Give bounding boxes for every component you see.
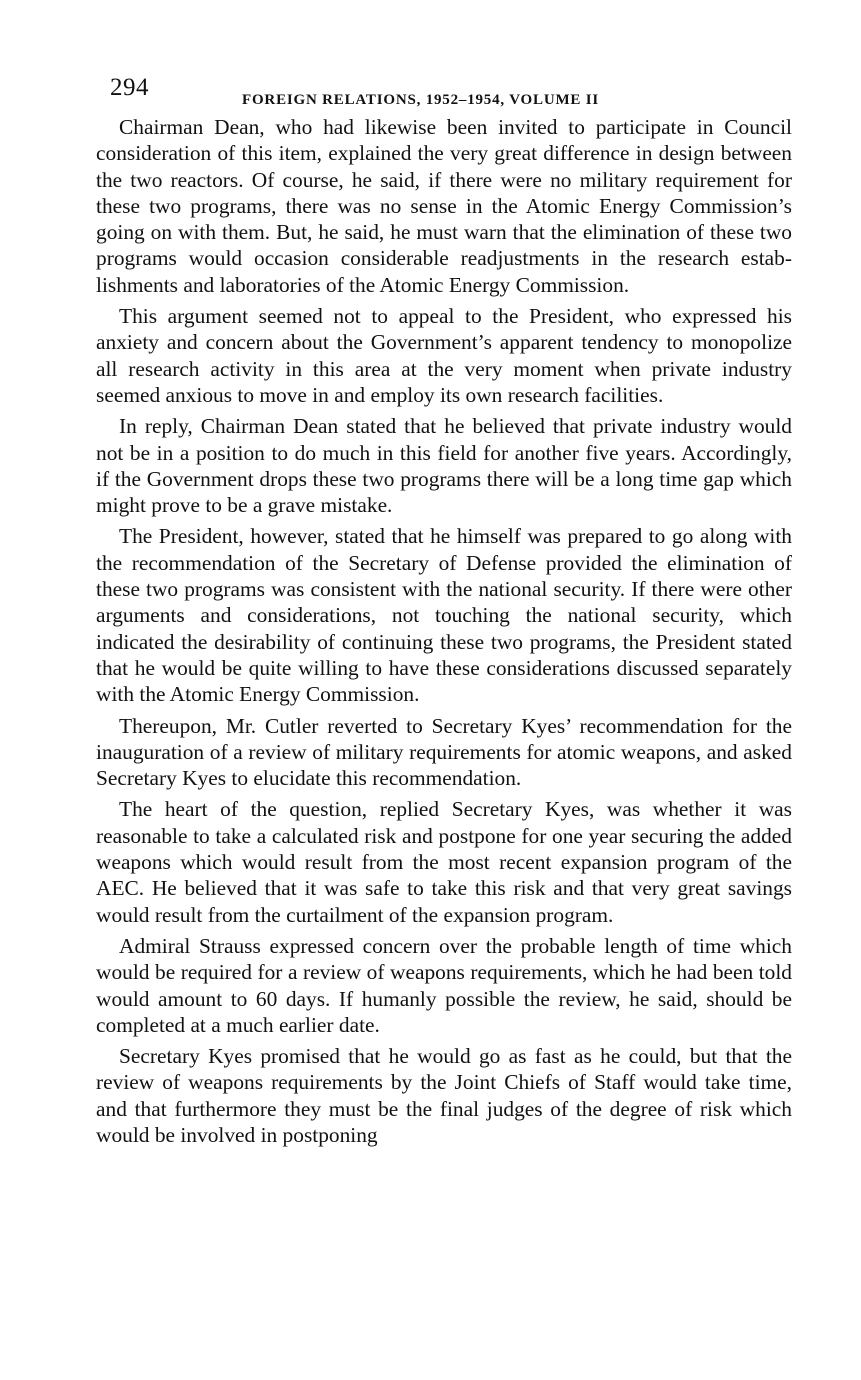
paragraph-strauss-concern: Admiral Strauss expressed concern over the probable length of time which would be required for a review of weapons requirements, which he had been told would amount to 60 days. If humanly possible the review, he said, should be completed at a much earlier date.: [96, 933, 792, 1037]
paragraph-kyes-risk: The heart of the question, replied Secretary Kyes, was whether it was reasonable to take a calculated risk and postpone for one year securing the added weapons which would result from the most recent expansion program of the AEC. He believed that it was safe to take this risk and that very great savings would result from the curtailment of the expansion program.: [96, 797, 792, 927]
paragraph-dean-reply: In reply, Chairman Dean stated that he believed that private industry would not be in a position to do much in this field for another five years. Accordingly, if the Government drops these two programs there will be a long time gap which might prove to be a grave mistake.: [96, 414, 792, 518]
paragraph-president-anxiety: This argument seemed not to appeal to the President, who expressed his anxiety and concern about the Government’s apparent tendency to monopolize all research activity in this area at the very moment when private industry seemed anxious to move in and employ its own research facilities.: [96, 304, 792, 407]
page-number: 294: [110, 74, 149, 101]
paragraph-kyes-promise: Secretary Kyes promised that he would go as fast as he could, but that the review of weapons requirements by the Joint Chiefs of Staff would take time, and that furthermore they must be the final judges of the degree of risk which would be involved in postponing: [96, 1044, 792, 1147]
paragraph-president-recommendation: The President, however, stated that he himself was prepared to go along with the recommendation of the Secretary of Defense provided the elimination of these two programs was consistent with the national security. If there were other arguments and considerations, not touching the national security, which indicated the desirability of continuing these two programs, the President stated that he would be quite willing to have these considerations discussed separately with the Atomic Energy Commission.: [96, 524, 792, 707]
running-head: [96, 74, 792, 110]
body-text: [96, 114, 792, 1148]
document-page: [96, 74, 792, 1150]
paragraph-cutler-review: Thereupon, Mr. Cutler reverted to Secretary Kyes’ recommendation for the inauguration of a review of military requirements for atomic weapons, and asked Secretary Kyes to elucidate this recommendation.: [96, 713, 792, 791]
paragraph-dean-reactors: Chairman Dean, who had likewise been invited to participate in Council consideration of this item, explained the very great difference in design between the two reactors. Of course, he said, if there were no military requirement for these two programs, there was no sense in the Atomic Energy Commission’s going on with them. But, he said, he must warn that the elimination of these two programs would occasion considerable readjustments in the research establishments and laboratories of the Atomic Energy Commission.: [96, 115, 792, 297]
header-title: FOREIGN RELATIONS, 1952–1954, VOLUME II: [242, 92, 600, 108]
